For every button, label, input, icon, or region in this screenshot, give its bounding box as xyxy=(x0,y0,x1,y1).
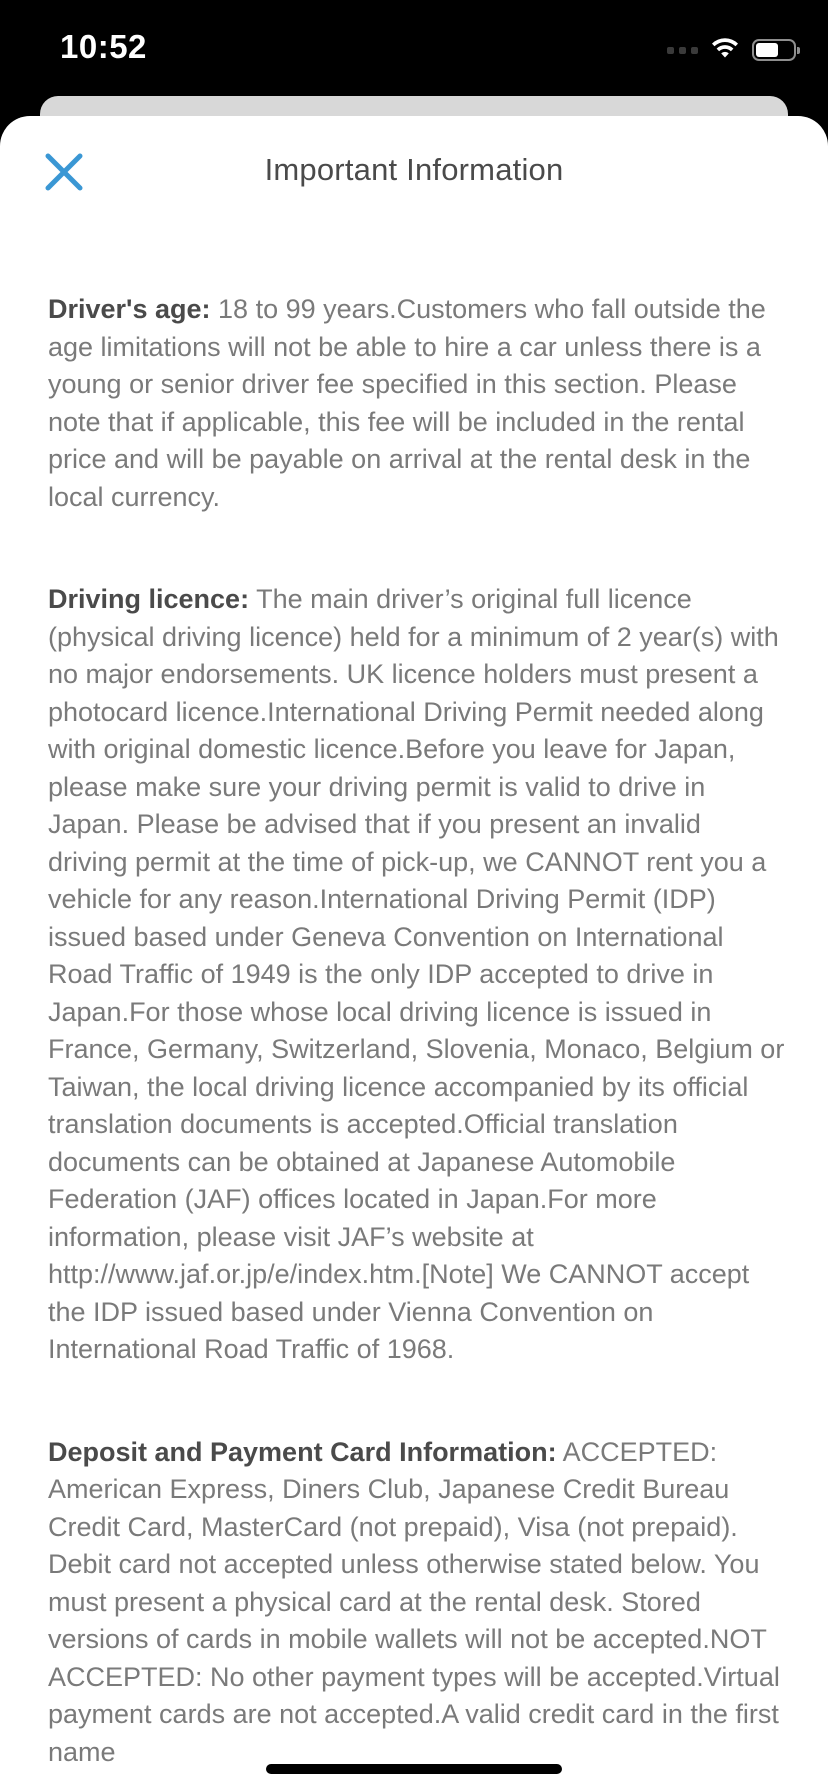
status-bar xyxy=(0,0,828,100)
drivers-age-section xyxy=(48,291,786,516)
sheet-title: Important Information xyxy=(264,152,564,187)
section-heading: Deposit and Payment Card Information: xyxy=(48,1436,557,1467)
status-icons xyxy=(667,36,796,64)
driving-licence-section xyxy=(48,581,786,1369)
information-content xyxy=(48,291,786,1792)
section-body: The main driver’s original full licence (physical driving licence) held for a minimum of 2 year(s) with no major endorsements. UK licence holders must present a photocard licence.International Driving Permit needed along with original domestic licence.Before you leave for Japan, please make sure your driving permit is valid to drive in Japan. Please be advised that if you present an invalid driving permit at the time of pick-up, we CANNOT rent you a vehicle for any reason.International Driving Permit (IDP) issued based under Geneva Convention on International Road Traffic of 1949 is the only IDP accepted to drive in Japan.For those whose local driving licence is issued in France, Germany, Switzerland, Slovenia, Monaco, Belgium or Taiwan, the local driving licence accompanied by its official translation documents is accepted.Official translation documents can be obtained at Japanese Automobile Federation (JAF) offices located in Japan.For more information, please visit JAF’s website at http://www.jaf.or.jp/e/index.htm.[Note] We CANNOT accept the IDP issued based under Vienna Convention on International Road Traffic of 1968. xyxy=(48,584,785,1364)
section-body: ACCEPTED: American Express, Diners Club, Japanese Credit Bureau Credit Card, MasterCard (not prepaid), Visa (not prepaid). Debit card not accepted unless otherwise stated below. You must present a physical card at the rental desk. Stored versions of cards in mobile wallets will not be accepted.NOT ACCEPTED: No other payment types will be accepted.Virtual payment cards are not accepted.A valid credit card in the first name xyxy=(48,1436,780,1767)
cellular-signal-icon xyxy=(667,47,698,54)
section-body: 18 to 99 years.Customers who fall outside the age limitations will not be able to hire a car unless there is a young or senior driver fee specified in this section. Please note that if applicable, this fee will be included in the rental price and will be payable on arrival at the rental desk in the local currency. xyxy=(48,294,766,512)
status-time: 10:52 xyxy=(60,28,147,65)
deposit-payment-section xyxy=(48,1434,786,1772)
wifi-icon xyxy=(710,36,740,65)
important-information-sheet xyxy=(0,116,828,1792)
home-indicator xyxy=(266,1764,562,1774)
battery-icon xyxy=(752,39,796,61)
section-heading: Driving licence: xyxy=(48,584,250,614)
section-heading: Driver's age: xyxy=(48,294,211,324)
